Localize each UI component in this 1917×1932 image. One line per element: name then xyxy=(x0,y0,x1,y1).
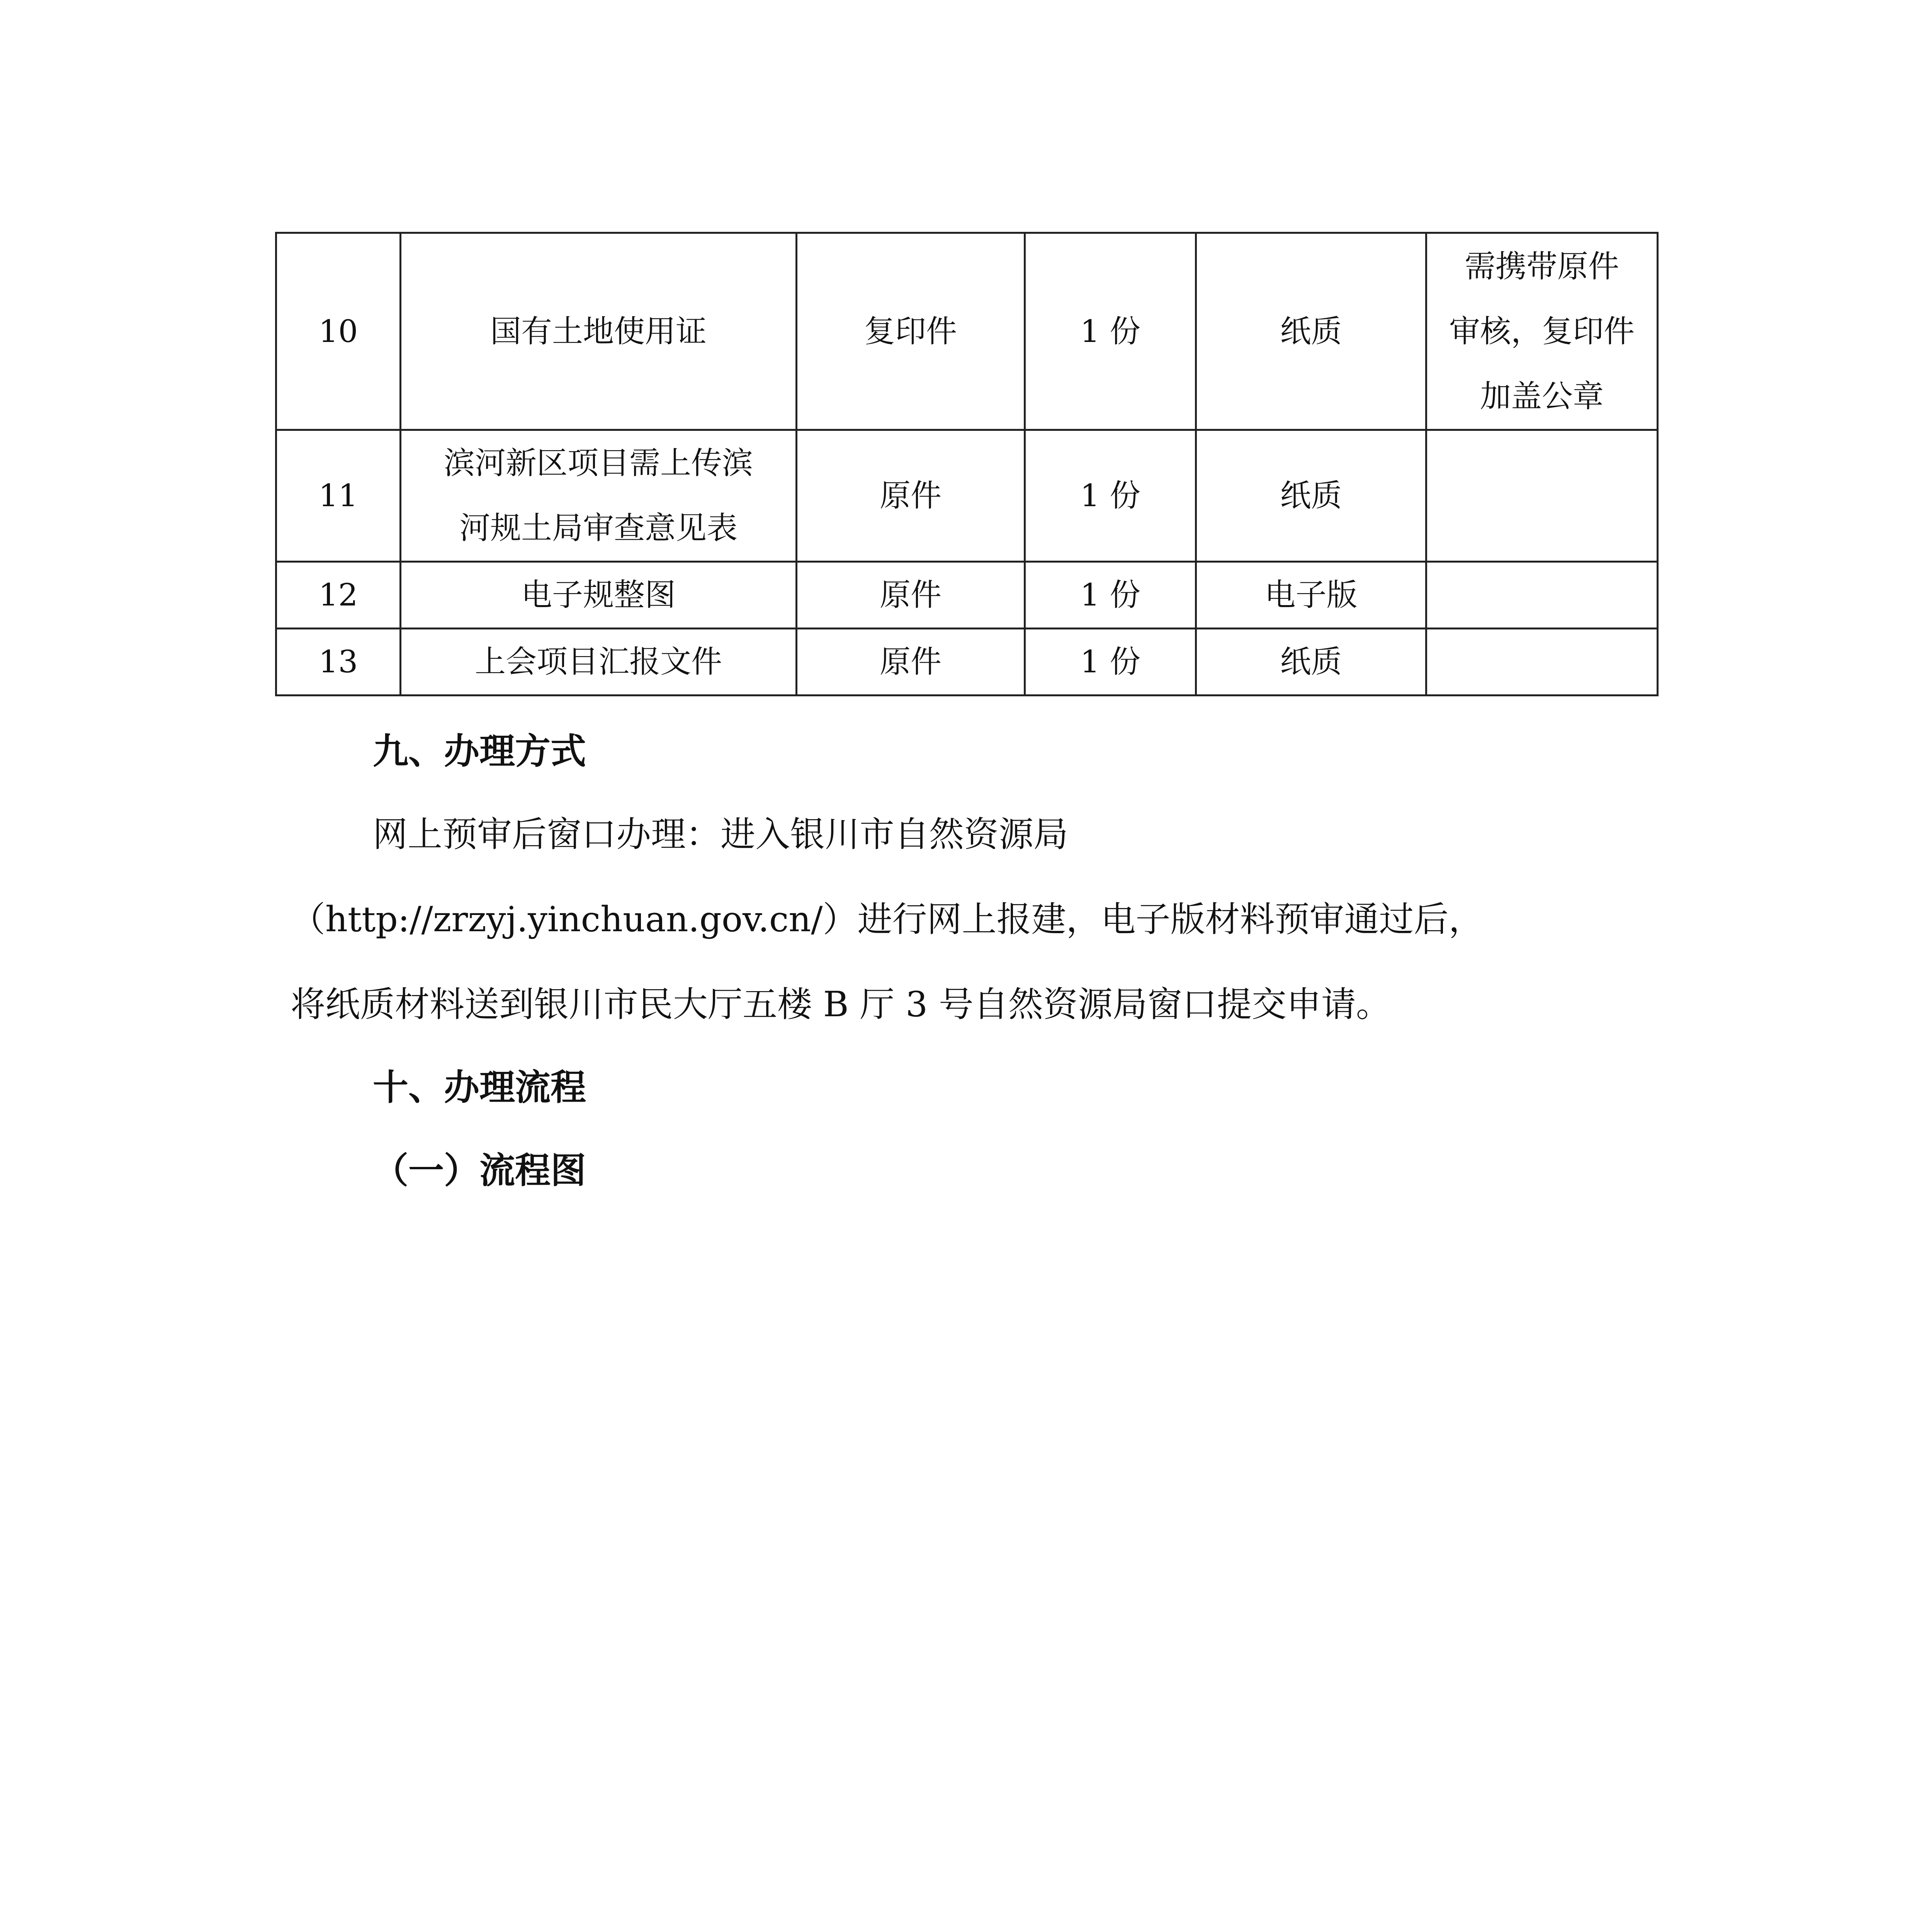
material-name: 滨河新区项目需上传滨 河规土局审查意见表 xyxy=(401,430,797,562)
material-quantity: 1 份 xyxy=(1025,430,1196,562)
section-10-heading: 十、办理流程 xyxy=(373,1067,586,1108)
section-9-line-2: （http://zrzyj.yinchuan.gov.cn/）进行网上报建，电子版材料预审通过后， xyxy=(291,899,1484,940)
table-row xyxy=(276,430,1658,562)
material-note xyxy=(1426,562,1658,629)
material-medium: 电子版 xyxy=(1196,562,1426,629)
table-row xyxy=(276,233,1658,430)
row-number: 12 xyxy=(276,562,401,629)
material-note xyxy=(1426,430,1658,562)
material-medium: 纸质 xyxy=(1196,629,1426,696)
material-quantity: 1 份 xyxy=(1025,233,1196,430)
section-9-line-3: 将纸质材料送到银川市民大厅五楼 B 厅 3 号自然资源局窗口提交申请。 xyxy=(291,984,1391,1025)
material-quantity: 1 份 xyxy=(1025,562,1196,629)
material-note xyxy=(1426,629,1658,696)
section-10-subheading: （一）流程图 xyxy=(373,1150,586,1191)
material-quantity: 1 份 xyxy=(1025,629,1196,696)
material-medium: 纸质 xyxy=(1196,430,1426,562)
row-number: 11 xyxy=(276,430,401,562)
material-name: 国有土地使用证 xyxy=(401,233,797,430)
table-row xyxy=(276,562,1658,629)
material-type: 原件 xyxy=(797,629,1025,696)
materials-table xyxy=(275,232,1659,696)
material-type: 复印件 xyxy=(797,233,1025,430)
section-9-line-1: 网上预审后窗口办理：进入银川市自然资源局 xyxy=(373,814,1068,855)
row-number: 10 xyxy=(276,233,401,430)
row-number: 13 xyxy=(276,629,401,696)
material-type: 原件 xyxy=(797,562,1025,629)
section-9-heading: 九、办理方式 xyxy=(373,731,586,772)
material-note: 需携带原件 审核，复印件 加盖公章 xyxy=(1426,233,1658,430)
material-medium: 纸质 xyxy=(1196,233,1426,430)
material-name: 电子规整图 xyxy=(401,562,797,629)
table-row xyxy=(276,629,1658,696)
material-name: 上会项目汇报文件 xyxy=(401,629,797,696)
material-type: 原件 xyxy=(797,430,1025,562)
